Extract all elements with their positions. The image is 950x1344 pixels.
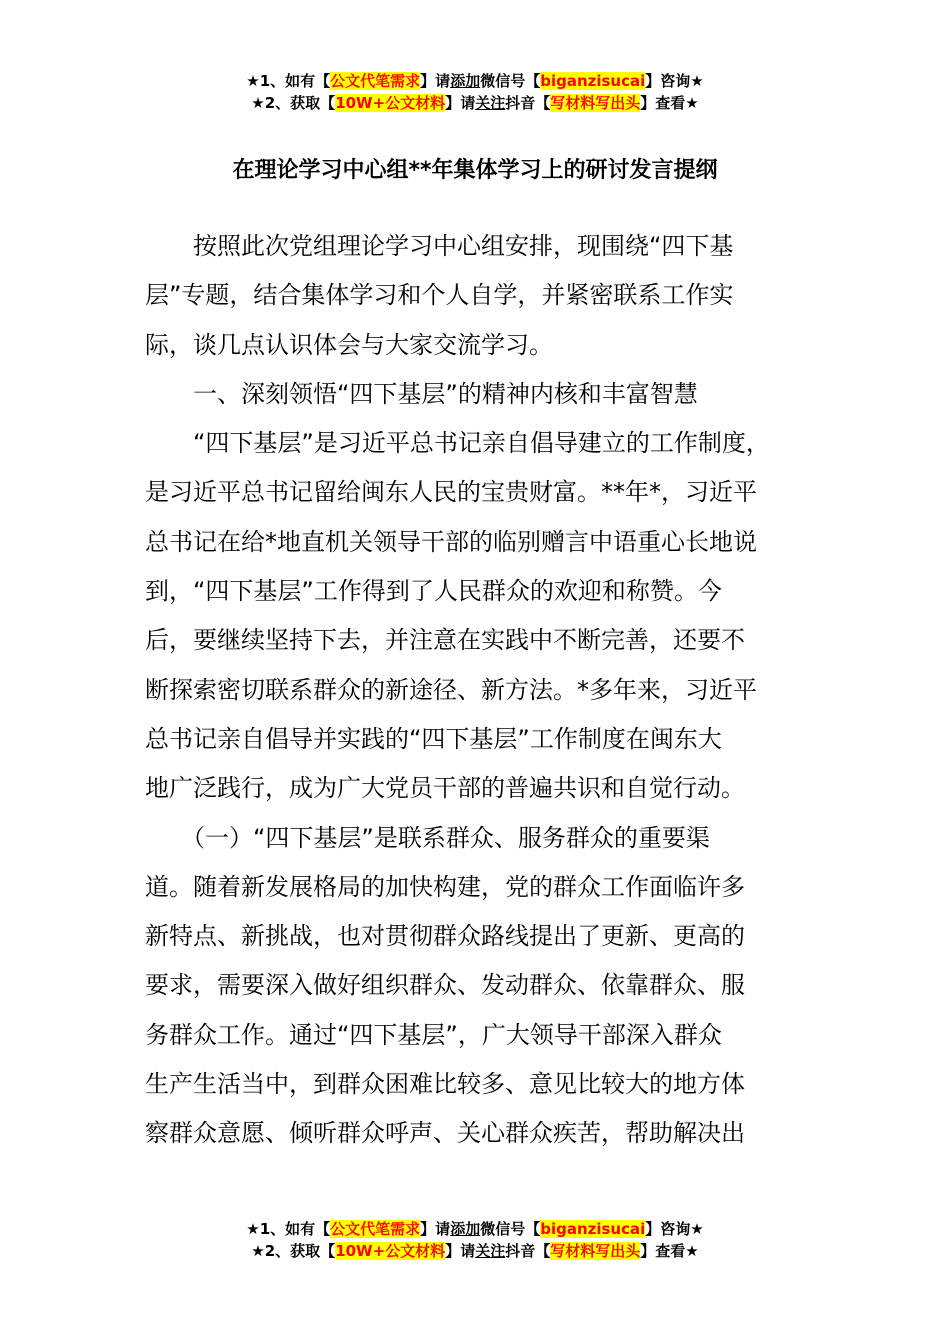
banner-text: 】咨询★ (645, 1220, 704, 1238)
banner-underline: 添加 (450, 1220, 481, 1238)
banner-highlight: 10W+公文材料 (335, 1242, 446, 1260)
banner-text: 】咨询★ (645, 72, 704, 90)
footer-banner (0, 1218, 950, 1262)
banner-line-1 (0, 70, 950, 92)
banner-text: 微信号【 (480, 72, 541, 90)
banner-text: 】请 (420, 72, 451, 90)
body-line: “四下基层”是习近平总书记亲自倡导建立的工作制度， (145, 429, 770, 458)
banner-text: 抖音【 (505, 1242, 551, 1260)
document-title: 在理论学习中心组**年集体学习上的研讨发言提纲 (232, 158, 718, 183)
body-line: 地广泛践行，成为广大党员干部的普遍共识和自觉行动。 (145, 774, 745, 803)
body-line: 是习近平总书记留给闽东人民的宝贵财富。**年*，习近平 (145, 478, 757, 507)
banner-underline: 添加 (450, 72, 481, 90)
banner-text: 微信号【 (480, 1220, 541, 1238)
section-heading: 一、深刻领悟“四下基层”的精神内核和丰富智慧 (145, 379, 698, 408)
body-line: 际，谈几点认识体会与大家交流学习。 (145, 330, 553, 359)
header-banner (0, 70, 950, 114)
body-line: 务群众工作。通过“四下基层”，广大领导干部深入群众 (145, 1020, 722, 1049)
body-line: 断探索密切联系群众的新途径、新方法。*多年来，习近平 (145, 675, 757, 704)
banner-text: ★1、如有【 (246, 1220, 331, 1238)
banner-underline: 关注 (475, 1242, 506, 1260)
banner-line-2 (0, 1240, 950, 1262)
body-line: 总书记亲自倡导并实践的“四下基层”工作制度在闽东大 (145, 724, 722, 753)
banner-highlight: biganzisucai (540, 72, 646, 90)
body-line: 按照此次党组理论学习中心组安排，现围绕“四下基 (145, 232, 734, 260)
document-body (145, 222, 811, 1159)
body-line: 后，要继续坚持下去，并注意在实践中不断完善，还要不 (145, 626, 745, 655)
banner-text: 】查看★ (640, 94, 699, 112)
banner-text: ★2、获取【 (251, 94, 336, 112)
banner-text: ★1、如有【 (246, 72, 331, 90)
banner-text: ★2、获取【 (251, 1242, 336, 1260)
banner-highlight: 公文代笔需求 (330, 72, 421, 90)
body-line: 到，“四下基层”工作得到了人民群众的欢迎和称赞。今 (145, 577, 722, 606)
banner-underline: 关注 (475, 94, 506, 112)
body-line: 总书记在给*地直机关领导干部的临别赠言中语重心长地说 (145, 527, 757, 556)
banner-text: 】查看★ (640, 1242, 699, 1260)
body-line: 层”专题，结合集体学习和个人自学，并紧密联系工作实 (145, 281, 734, 310)
body-line: 生产生活当中，到群众困难比较多、意见比较大的地方体 (145, 1070, 745, 1099)
body-line: 新特点、新挑战，也对贯彻群众路线提出了更新、更高的 (145, 922, 745, 951)
banner-highlight: 10W+公文材料 (335, 94, 446, 112)
body-line: 道。随着新发展格局的加快构建，党的群众工作面临许多 (145, 872, 745, 901)
banner-line-1 (0, 1218, 950, 1240)
banner-line-2 (0, 92, 950, 114)
banner-text: 】请 (420, 1220, 451, 1238)
body-line: （一）“四下基层”是联系群众、服务群众的重要渠 (145, 823, 710, 852)
banner-text: 抖音【 (505, 94, 551, 112)
banner-highlight: 写材料写出头 (550, 1242, 641, 1260)
banner-text: 】请 (445, 1242, 476, 1260)
banner-highlight: biganzisucai (540, 1220, 646, 1238)
body-line: 要求，需要深入做好组织群众、发动群众、依靠群众、服 (145, 971, 745, 1000)
body-line: 察群众意愿、倾听群众呼声、关心群众疾苦，帮助解决出 (145, 1119, 745, 1148)
banner-text: 】请 (445, 94, 476, 112)
banner-highlight: 写材料写出头 (550, 94, 641, 112)
banner-highlight: 公文代笔需求 (330, 1220, 421, 1238)
